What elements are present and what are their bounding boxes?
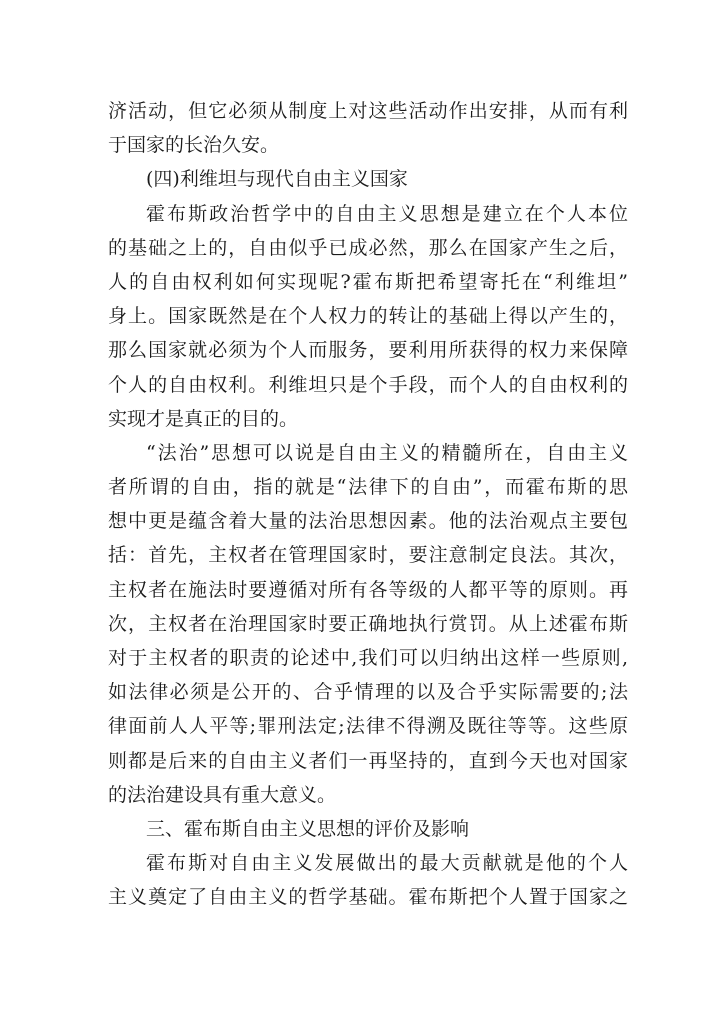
text-line: (四)利维坦与现代自由主义国家 — [146, 168, 408, 191]
text-line: 者所谓的自由，指的就是“法律下的自由”，而霍布斯的思 — [108, 476, 628, 499]
text-line: 身上。国家既然是在个人权力的转让的基础上得以产生的， — [108, 305, 628, 328]
document-body — [108, 94, 628, 915]
text-line: 次，主权者在治理国家时要正确地执行赏罚。从上述霍布斯 — [108, 612, 628, 635]
text-line: 三、霍布斯自由主义思想的评价及影响 — [146, 817, 470, 840]
text-line: 霍布斯政治哲学中的自由主义思想是建立在个人本位 — [146, 202, 628, 225]
text-line: 那么国家就必须为个人而服务，要利用所获得的权力来保障 — [108, 339, 628, 362]
text-line: 则都是后来的自由主义者们一再坚持的，直到今天也对国家 — [108, 749, 628, 772]
text-line: 实现才是真正的目的。 — [108, 407, 299, 430]
text-line: 对于主权者的职责的论述中,我们可以归纳出这样一些原则, — [108, 647, 628, 669]
text-line: 括：首先，主权者在管理国家时，要注意制定良法。其次， — [108, 544, 628, 567]
text-line: 主权者在施法时要遵循对所有各等级的人都平等的原则。再 — [108, 578, 628, 601]
text-line: 人的自由权利如何实现呢?霍布斯把希望寄托在“利维坦” — [108, 270, 628, 293]
text-line: 想中更是蕴含着大量的法治思想因素。他的法治观点主要包 — [108, 510, 628, 533]
text-line: “法治”思想可以说是自由主义的精髓所在，自由主义 — [146, 441, 628, 464]
text-line: 主义奠定了自由主义的哲学基础。霍布斯把个人置于国家之 — [108, 886, 628, 909]
text-line: 霍布斯对自由主义发展做出的最大贡献就是他的个人 — [146, 852, 628, 875]
text-line: 如法律必须是公开的、合乎情理的以及合乎实际需要的;法 — [108, 681, 628, 704]
text-line: 的法治建设具有重大意义。 — [108, 783, 337, 806]
text-line: 的基础之上的，自由似乎已成必然，那么在国家产生之后， — [108, 236, 628, 259]
text-line: 济活动，但它必须从制度上对这些活动作出安排，从而有利 — [108, 100, 628, 122]
text-line: 律面前人人平等;罪刑法定;法律不得溯及既往等等。这些原 — [108, 715, 628, 738]
text-line: 个人的自由权利。利维坦只是个手段，而个人的自由权利的 — [108, 373, 628, 396]
text-line: 于国家的长治久安。 — [108, 134, 280, 157]
